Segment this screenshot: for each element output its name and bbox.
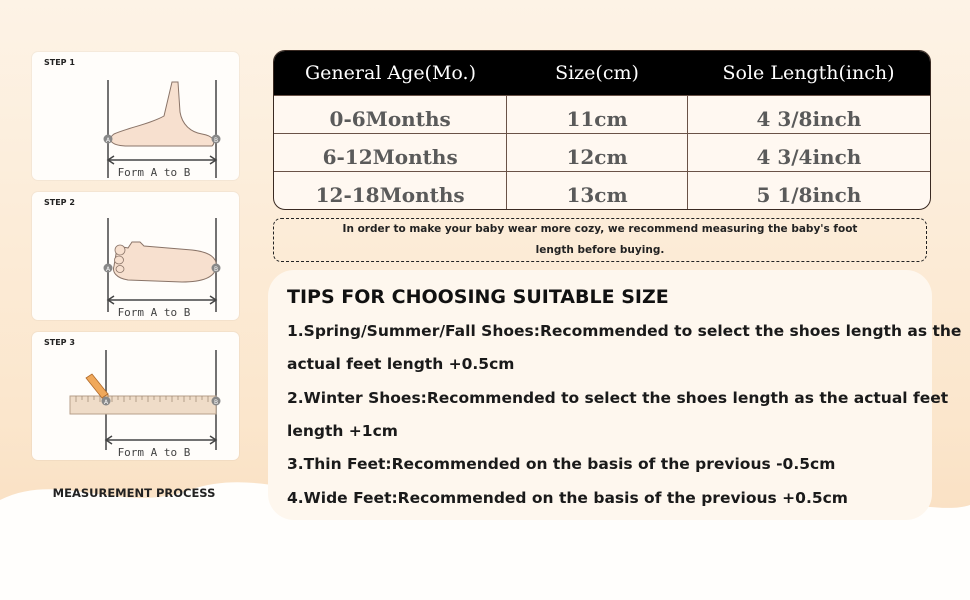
- marker-b: B: [213, 399, 219, 406]
- note-line-1: In order to make your baby wear more cozy, we recommend measuring the baby's foot: [342, 223, 858, 235]
- tips-title: TIPS FOR CHOOSING SUITABLE SIZE: [287, 286, 669, 308]
- step-1-caption: Form A to B: [117, 166, 191, 179]
- step-3-card: [32, 332, 239, 460]
- table-row: [274, 171, 930, 209]
- measurement-process-title: MEASUREMENT PROCESS: [52, 486, 216, 500]
- step-3-label: STEP 3: [44, 338, 75, 347]
- foot-side-icon: [110, 82, 213, 146]
- cell-sole-length: 4 3/4inch: [756, 145, 862, 169]
- header-general-age: General Age(Mo.): [305, 62, 476, 84]
- step-1-illustration: [32, 52, 239, 180]
- step-2-caption: Form A to B: [117, 306, 191, 319]
- tip-line: actual feet length +0.5cm: [287, 355, 515, 373]
- tip-line: 2.Winter Shoes:Recommended to select the shoes length as the actual feet: [287, 389, 949, 407]
- step-1-label: STEP 1: [44, 58, 75, 67]
- header-size: Size(cm): [555, 62, 639, 84]
- tips-card: [268, 270, 962, 520]
- table-header: [274, 51, 930, 95]
- cell-sole-length: 5 1/8inch: [756, 183, 862, 207]
- tip-line: length +1cm: [287, 422, 398, 440]
- step-2-label: STEP 2: [44, 198, 75, 207]
- step-1-card: [32, 52, 239, 180]
- note-line-2: length before buying.: [535, 244, 665, 256]
- cell-size: 13cm: [507, 172, 687, 209]
- table-row: [274, 95, 930, 133]
- marker-a: A: [103, 399, 109, 406]
- cell-age: 0-6Months: [274, 96, 507, 133]
- step-3-illustration: [32, 332, 239, 460]
- ruler-icon: [70, 396, 219, 414]
- step-3-caption: Form A to B: [117, 446, 191, 459]
- table-row: [274, 133, 930, 171]
- measure-note: [273, 218, 927, 262]
- marker-b: B: [213, 266, 219, 273]
- marker-a: A: [105, 137, 111, 144]
- header-sole-length: Sole Length(inch): [722, 62, 895, 84]
- size-table: [273, 50, 931, 210]
- foot-top-icon: [114, 242, 217, 282]
- cell-sole-length: 4 3/8inch: [756, 107, 862, 131]
- marker-a: A: [105, 266, 111, 273]
- tip-line: 4.Wide Feet:Recommended on the basis of the previous +0.5cm: [287, 489, 848, 507]
- cell-size: 11cm: [507, 96, 687, 133]
- tip-line: 1.Spring/Summer/Fall Shoes:Recommended to select the shoes length as the: [287, 322, 962, 340]
- cell-age: 6-12Months: [274, 134, 507, 171]
- marker-b: B: [213, 137, 219, 144]
- cell-size: 12cm: [507, 134, 687, 171]
- step-2-illustration: [32, 192, 239, 320]
- cell-age: 12-18Months: [274, 172, 507, 209]
- step-2-card: [32, 192, 239, 320]
- tip-line: 3.Thin Feet:Recommended on the basis of the previous -0.5cm: [287, 455, 836, 473]
